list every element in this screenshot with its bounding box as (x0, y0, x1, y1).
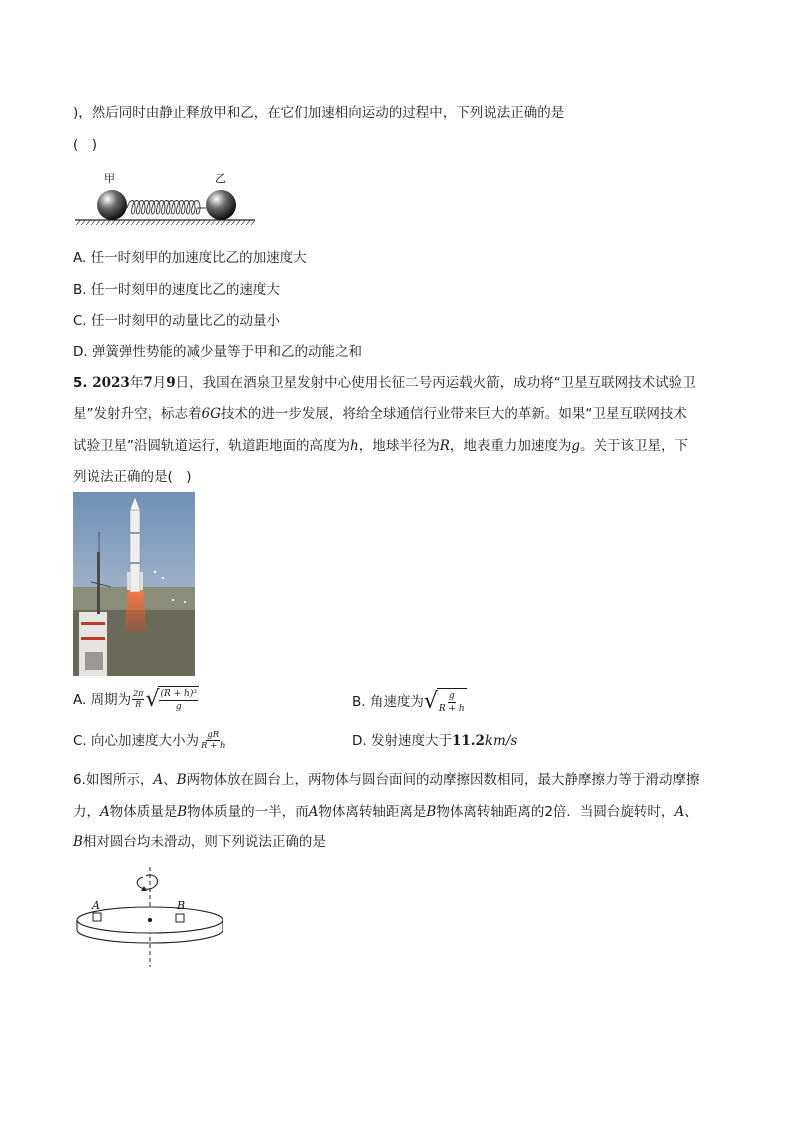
q4-stem-tail: )，然后同时由静止释放甲和乙，在它们加速相向运动的过程中，下列说法正确的是 (73, 105, 565, 121)
q5-option-d: D. 发射速度大于 11.2 km/s (352, 733, 518, 749)
q4-option-c: C. 任一时刻甲的动量比乙的动量小 (73, 313, 281, 329)
q5-line-4: 列说法正确的是( ) (73, 469, 192, 485)
label-a: A (92, 899, 100, 912)
q5-line-1: 5. 2023年7月9日，我国在酒泉卫星发射中心使用长征二号丙运载火箭，成功将“卫星互联网技术试验卫 (73, 375, 696, 391)
q4-option-b: B. 任一时刻甲的速度比乙的速度大 (73, 282, 280, 298)
q5-c-fraction: $\frac{gR}{R + h}$ (201, 730, 226, 751)
q6-turntable-figure (73, 865, 223, 970)
label-yi: 乙 (215, 172, 226, 185)
q5-line-2: 星”发射升空，标志着6G技术的进一步发展，将给全球通信行业带来巨大的革新。如果“卫星互联网技术 (73, 406, 687, 422)
ball-jia (97, 190, 127, 220)
q5-option-b: B. 角速度为 √ $\frac{g}{R + h}$ (352, 688, 465, 714)
label-b: B (177, 899, 186, 912)
ball-yi (206, 190, 236, 220)
q6-line-1: 6.如图所示，A、B两物体放在圆台上，两物体与圆台面间的动摩擦因数相同，最大静摩擦力等于滑动摩擦 (73, 772, 700, 788)
q4-spring-figure (72, 170, 262, 230)
q4-option-a: A. 任一时刻甲的加速度比乙的加速度大 (73, 250, 307, 266)
q6-line-2: 力，A物体质量是B物体质量的一半，而A物体离转轴距离是B物体离转轴距离的2倍．当圆台旋转时，A、 (73, 804, 698, 820)
q5-line-3: 试验卫星”沿圆轨道运行，轨道距地面的高度为h，地球半径为R，地表重力加速度为g。关于该卫星，下 (73, 438, 689, 454)
q5-number: 5. (73, 375, 93, 391)
block-b (176, 914, 184, 922)
rocket-launch-photo (73, 492, 195, 676)
q4-answer-paren: ( ) (73, 137, 98, 153)
rotation-arrow (137, 875, 157, 889)
q4-option-d: D. 弹簧弹性势能的减少量等于甲和乙的动能之和 (73, 344, 362, 360)
label-jia: 甲 (104, 172, 115, 185)
q5-option-a: A. 周期为 $\frac{2\pi}{R}$ √ $\frac{\text{(R + h)³}}{g}$ (73, 686, 197, 712)
q5-a-fraction: $\frac{2\pi}{R}$ (133, 689, 144, 709)
q6-line-3: B相对圆台均未滑动，则下列说法正确的是 (73, 834, 326, 850)
q5-b-sqrt: √ $\frac{g}{R + h}$ (423, 688, 465, 714)
q5-option-c: C. 向心加速度大小为 $\frac{gR}{R + h}$ (73, 730, 226, 751)
spring (127, 201, 206, 215)
block-a (93, 913, 101, 921)
q5-a-sqrt: √ $\frac{\text{(R + h)³}}{g}$ (145, 686, 197, 712)
